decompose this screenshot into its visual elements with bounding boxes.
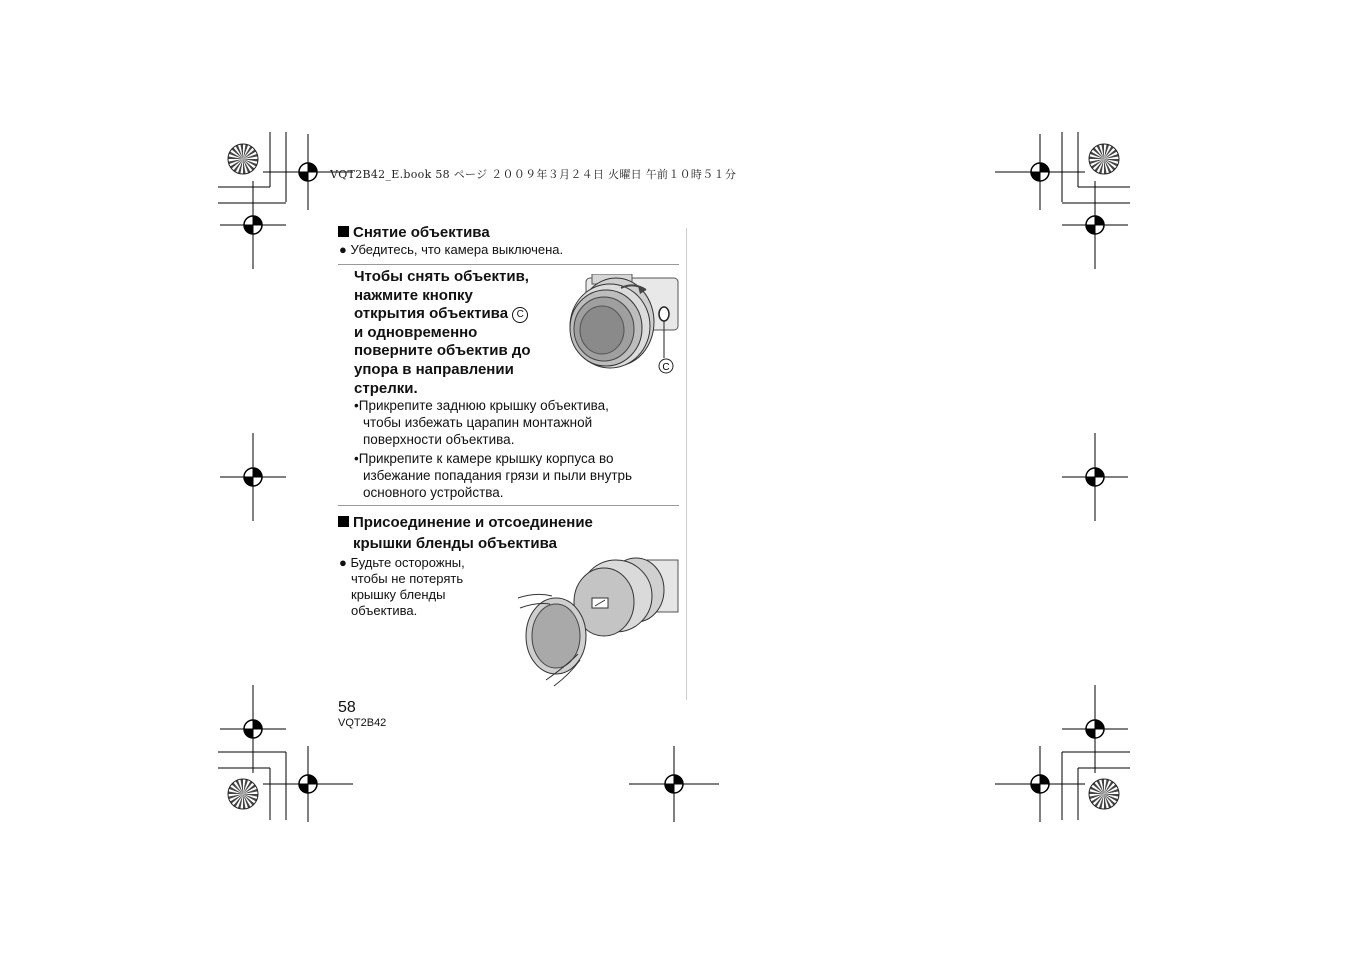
page-number: 58 xyxy=(338,699,356,716)
hood-cap-illustration xyxy=(516,556,680,688)
registration-crosshair xyxy=(1062,685,1128,773)
callout-c-icon: C xyxy=(512,307,528,323)
divider-top xyxy=(338,264,679,265)
dot-bullet-icon: • xyxy=(354,398,359,413)
registration-crosshair xyxy=(220,685,286,773)
section-title-lens-removal: Снятие объектива xyxy=(338,222,490,243)
bullet-camera-off: ● Убедитесь, что камера выключена. xyxy=(339,242,564,257)
lens-removal-illustration xyxy=(566,274,680,376)
dot-bullet-icon: ● xyxy=(339,555,347,570)
square-bullet-icon xyxy=(338,226,349,237)
starburst-target xyxy=(1089,144,1119,174)
bullet-hood-cap-warning: ● Будьте осторожны, чтобы не потерять крышку бленды объектива. xyxy=(339,555,465,618)
registration-crosshair xyxy=(220,433,286,521)
model-code: VQT2B42 xyxy=(338,717,387,729)
divider-bottom xyxy=(338,505,679,506)
dot-bullet-icon: • xyxy=(354,451,359,466)
callout-c-label: C xyxy=(662,362,670,373)
registration-crosshair xyxy=(995,746,1085,822)
starburst-target xyxy=(228,144,258,174)
starburst-target xyxy=(228,779,258,809)
registration-crosshair xyxy=(220,181,286,269)
note-rear-cap: •Прикрепите заднюю крышку объектива, чтобы избежать царапин монтажной поверхности объектива. xyxy=(354,398,609,447)
removal-instruction: Чтобы снять объектив, нажмите кнопку открытия объектива C и одновременно поверните объектив до упора в направлении стрелки. xyxy=(354,268,531,397)
registration-crosshair xyxy=(995,134,1085,210)
registration-crosshair xyxy=(1062,181,1128,269)
lens-release-button-icon xyxy=(659,307,669,321)
note-body-cap: •Прикрепите к камере крышку корпуса во избежание попадания грязи и пыли внутрь основного устройства. xyxy=(354,451,633,500)
starburst-target xyxy=(1089,779,1119,809)
registration-crosshair xyxy=(1062,433,1128,521)
section-title-hood-cap: Присоединение и отсоединение крышки бленды объектива xyxy=(338,512,593,554)
square-bullet-icon xyxy=(338,516,349,527)
print-header: VQT2B42_E.book 58 ページ ２００９年３月２４日 火曜日 午前１０時５１分 xyxy=(330,168,737,181)
registration-crosshair xyxy=(263,746,353,822)
registration-crosshair xyxy=(629,746,719,822)
dot-bullet-icon: ● xyxy=(339,242,347,257)
